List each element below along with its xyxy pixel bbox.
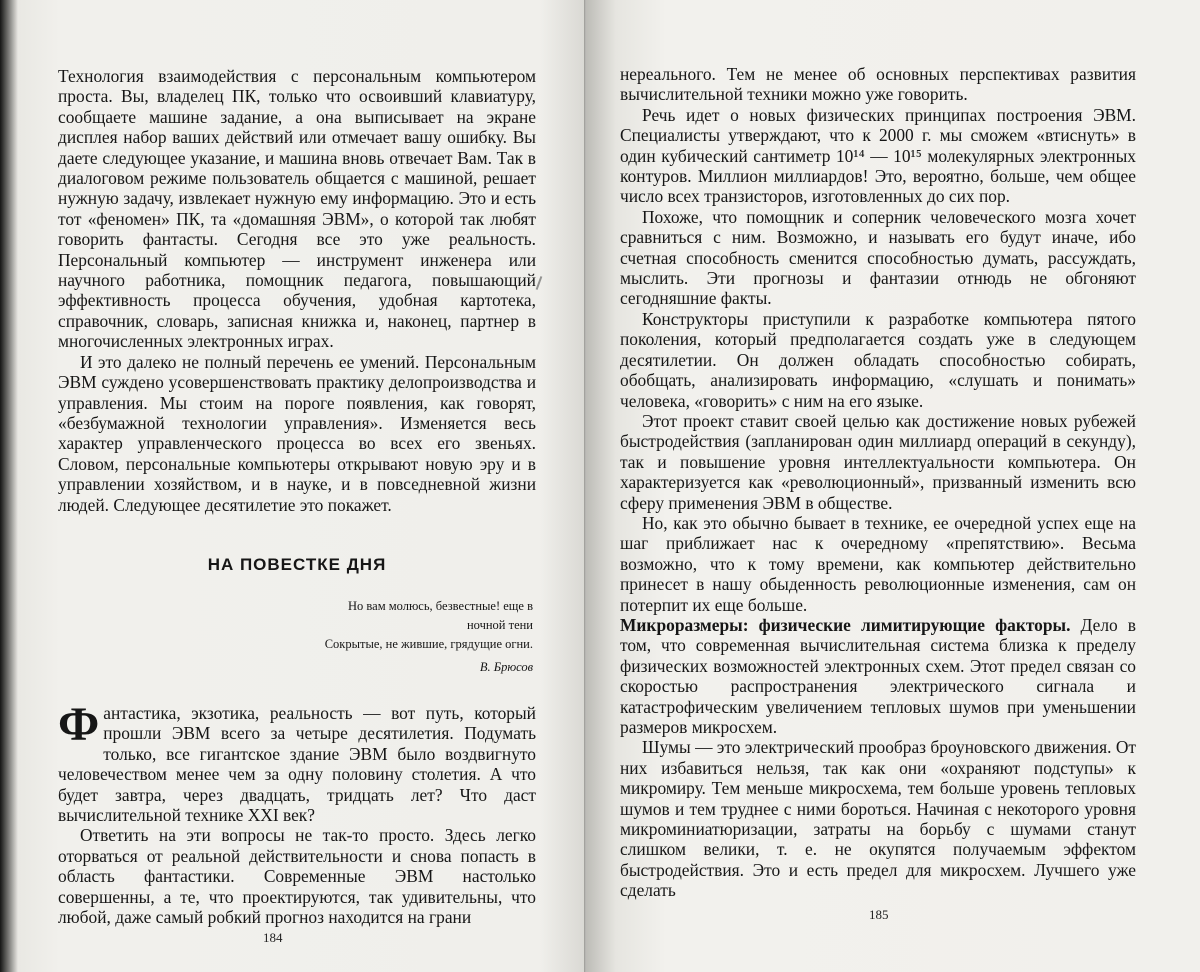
- right-paragraph-last: Шумы — это электрический прообраз броуновского движения. От них избавиться нельзя, так как они «охраняют подступы» к микромиру. Тем меньше микросхема, тем больше уровень тепловых шумов и тем труднее с ними бороться. Начиная с некоторого уровня микроминиатюризации, затраты на борьбу с шумами станут слишком велики, т. е. не окупятся получаемым эффектом быстродействия. Это и есть предел для микросхем. Лучшего уже сделать: [620, 737, 1136, 900]
- subhead: Микроразмеры: физические лимитирующие факторы.: [620, 615, 1070, 635]
- page-number-right: 185: [869, 907, 889, 923]
- epigraph-line-1: Но вам молюсь, безвестные! еще в: [258, 597, 533, 616]
- page-number-left: 184: [263, 930, 283, 946]
- print-smudge: [536, 276, 543, 290]
- epigraph-line-2: ночной тени: [258, 616, 533, 635]
- left-paragraph-last: Ответить на эти вопросы не так-то просто. Здесь легко оторваться от реальной действительности и снова попасть в область фантастики. Современные ЭВМ настолько совершенны, а те, что проектируются, так удивительны, что любой, даже самый робкий прогноз находится на грани: [58, 825, 536, 927]
- epigraph: [258, 597, 533, 677]
- subhead-paragraph: [620, 615, 1136, 737]
- right-paragraph-3: Похоже, что помощник и соперник человеческого мозга хочет сравниться с ним. Возможно, и называть его будут иначе, ибо счетная способность сменится способностью думать, рассуждать, мыслить. Эти прогнозы и фантазии отнюдь не обгоняют сегодняшние факты.: [620, 207, 1136, 309]
- right-page: [586, 0, 1200, 972]
- epigraph-line-3: Сокрытые, не жившие, грядущие огни.: [258, 635, 533, 654]
- right-paragraph-6: Но, как это обычно бывает в технике, ее очередной успех еще на шаг приближает нас к очередному «препятствию». Весьма возможно, что к тому времени, как компьютер действительно принесет в нашу обыденность революционные изменения, сам он потерпит их еще больше.: [620, 513, 1136, 615]
- right-text-column: [620, 64, 1136, 901]
- opening-paragraph: [58, 703, 536, 825]
- opening-paragraph-text: антастика, экзотика, реальность — вот путь, который прошли ЭВМ всего за четыре десятилетия. Подумать только, все гигантское здание ЭВМ было воздвигнуто человечеством менее чем за одну половину столетия. А что будет завтра, через двадцать, тридцать лет? Что даст вычислительной технике XXI век?: [58, 703, 536, 825]
- right-paragraph-2: Речь идет о новых физических принципах построения ЭВМ. Специалисты утверждают, что к 2000 г. мы сможем «втиснуть» в один кубический сантиметр 10¹⁴ — 10¹⁵ молекулярных электронных контуров. Миллион миллиардов! Это, вероятно, больше, чем общее число всех транзисторов, изготовленных до сих пор.: [620, 105, 1136, 207]
- epigraph-author: В. Брюсов: [258, 658, 533, 677]
- left-paragraph-1: Технология взаимодействия с персональным компьютером проста. Вы, владелец ПК, только что освоивший клавиатуру, сообщаете машине задание, а она выписывает на экране дисплея набор ваших действий или отмечает вашу ошибку. Вы даете следующее указание, и машина вновь отвечает Вам. Так в диалоговом режиме пользователь общается с машиной, решает нужную задачу, извлекает нужную ему информацию. Это и есть тот «феномен» ПК, та «домашняя ЭВМ», о которой так любят говорить фантасты. Сегодня все это уже реальность. Персональный компьютер — инструмент инженера или научного работника, помощник педагога, повышающий эффективность процесса обучения, удобная картотека, справочник, словарь, записная книжка и, наконец, партнер в многочисленных электронных играх.: [58, 66, 536, 352]
- drop-cap: Ф: [58, 705, 99, 745]
- right-paragraph-4: Конструкторы приступили к разработке компьютера пятого поколения, который предполагается создать уже в следующем десятилетии. Он должен обладать способностью собирать, обобщать, анализировать информацию, «слушать и понимать» человека, «говорить» с ним на его языке.: [620, 309, 1136, 411]
- subhead-text: Дело в том, что современная вычислительная система близка к пределу физических возможностей электронных схем. Этот предел связан со скоростью распространения электрического сигнала и катастрофическим увеличением тепловых шумов при уменьшении размеров микросхем.: [620, 615, 1136, 737]
- section-heading: НА ПОВЕСТКЕ ДНЯ: [58, 555, 536, 575]
- right-paragraph-1: нереального. Тем не менее об основных перспективах развития вычислительной техники можно уже говорить.: [620, 64, 1136, 105]
- right-paragraph-5: Этот проект ставит своей целью как достижение новых рубежей быстродействия (запланирован один миллиард операций в секунду), так и повышение уровня интеллектуальности компьютера. Он характеризуется как «революционный», призванный изменить всю сферу применения ЭВМ в обществе.: [620, 411, 1136, 513]
- left-page: [0, 0, 586, 972]
- left-paragraph-2: И это далеко не полный перечень ее умений. Персональным ЭВМ суждено усовершенствовать практику делопроизводства и управления. Мы стоим на пороге появления, как говорят, «безбумажной технологии управления». Изменяется весь характер управленческого процесса во всех его звеньях. Словом, персональные компьютеры открывают новую эру и в управлении хозяйством, и в науке, и в повседневной жизни людей. Следующее десятилетие это покажет.: [58, 352, 536, 515]
- left-text-column: [58, 66, 536, 927]
- book-spread: [0, 0, 1200, 972]
